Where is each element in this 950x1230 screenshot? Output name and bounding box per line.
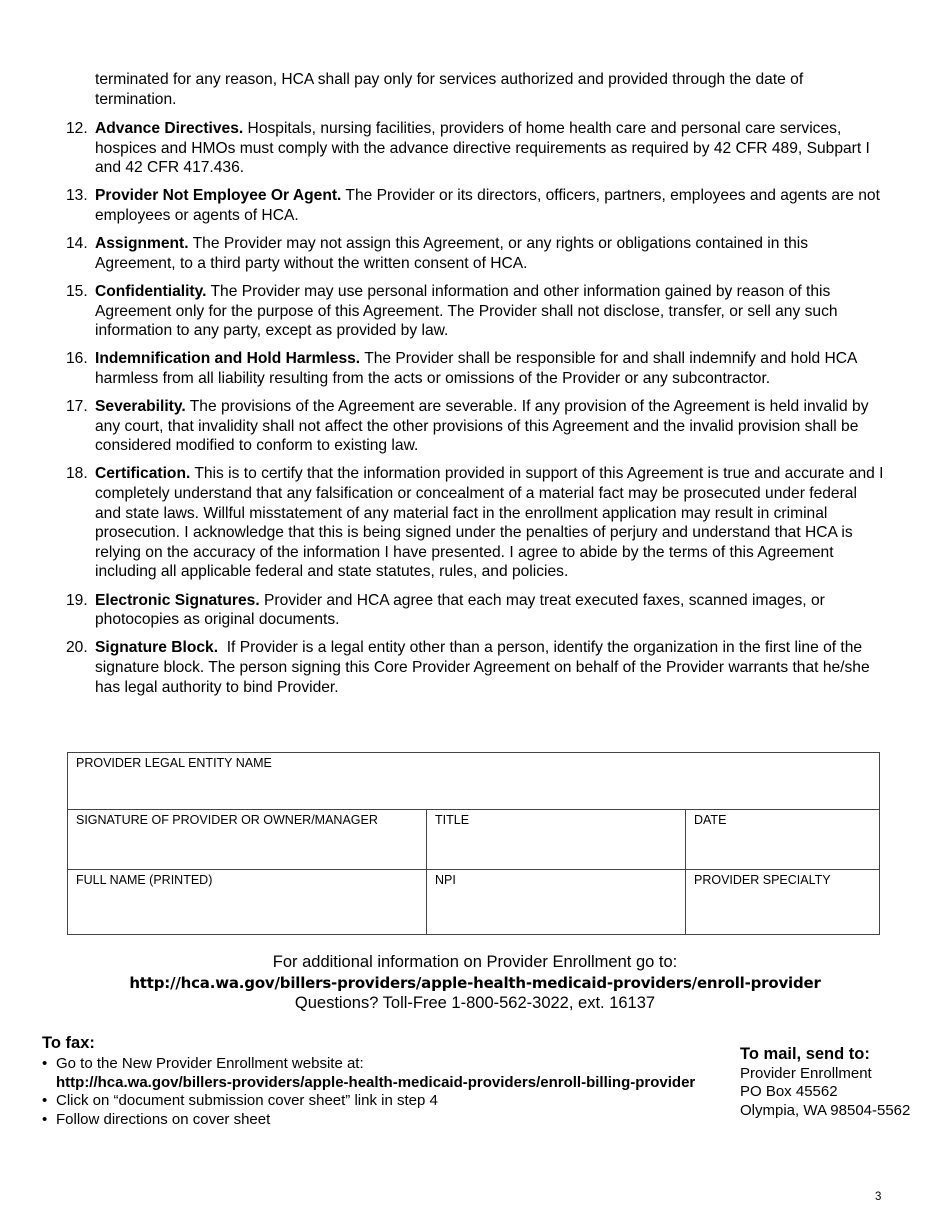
clause-number: 12.	[66, 120, 88, 137]
bullet-icon: •	[42, 1055, 48, 1072]
date-field[interactable]	[686, 810, 880, 870]
fax-step-text: Click on “document submission cover sheet” link in step 4	[56, 1092, 438, 1109]
clause-number: 16.	[66, 350, 88, 368]
clause-title: Assignment.	[95, 235, 189, 253]
clause-title: Certification.	[95, 465, 191, 483]
clause-number: 20.	[66, 639, 88, 657]
bullet-icon: •	[42, 1092, 48, 1109]
clause-text: Hospitals, nursing facilities, providers of home health care and personal care services, hospices and HMOs must comply with the advance directive requirements as required by 42 CFR 489, Subpart I and 42 CFR 417.436.	[95, 120, 870, 177]
fax-step-text: Follow directions on cover sheet	[56, 1110, 271, 1128]
info-text: For additional information on Provider Enrollment go to:	[272, 953, 678, 971]
clause-20	[66, 638, 885, 697]
clause-title: Confidentiality.	[95, 282, 207, 300]
clause-13	[66, 186, 885, 225]
clause-number: 17.	[66, 398, 88, 416]
field-label: DATE	[694, 813, 727, 827]
field-label: PROVIDER SPECIALTY	[694, 873, 831, 887]
fax-step-1	[42, 1055, 742, 1092]
clause-title: Advance Directives.	[95, 120, 244, 137]
clause-text: The Provider may not assign this Agreement, or any rights or obligations contained in this Agreement, to a third party without the written consent of HCA.	[95, 235, 809, 272]
clause-text: The provisions of the Agreement are severable. If any provision of the Agreement is held invalid by any court, that invalidity shall not affect the other provisions of this Agreement and the invalid provision shall be considered modified to conform to existing law.	[95, 398, 869, 455]
clause-text: The Provider or its directors, officers, partners, employees and agents are not employees or agents of HCA.	[95, 187, 880, 224]
clause-number: 14.	[66, 235, 88, 253]
fax-heading: To fax:	[42, 1034, 95, 1052]
clause-text: If Provider is a legal entity other than a person, identify the organization in the first line of the signature block. The person signing this Core Provider Agreement on behalf of the Provider warrants that he/she has legal authority to bind Provider.	[95, 639, 874, 696]
clause-number: 15.	[66, 282, 88, 300]
clause-text: This is to certify that the information provided in support of this Agreement is true and accurate and I completely understand that any falsification or concealment of a material fact may be prosecuted under federal and state laws. Willful misstatement of any material fact in the enrollment application may result in criminal prosecution. I acknowledge that this is being signed under the penalties of perjury and understand that HCA is relying on the accuracy of the information I have presented. I agree to abide by the terms of this Agreement including all applicable federal and state statutes, rules, and policies.	[95, 465, 884, 581]
signature-block-table	[67, 752, 880, 935]
field-label: PROVIDER LEGAL ENTITY NAME	[76, 756, 272, 770]
fax-step-3	[42, 1111, 742, 1130]
clause-title: Indemnification and Hold Harmless.	[95, 350, 361, 368]
clause-12	[66, 119, 885, 178]
field-label: FULL NAME (PRINTED)	[76, 873, 213, 887]
full-name-field[interactable]	[68, 870, 427, 935]
bullet-icon: •	[42, 1110, 48, 1128]
provider-specialty-field[interactable]	[686, 870, 880, 935]
mail-line-2: PO Box 45562	[740, 1083, 838, 1100]
clause-17	[66, 397, 885, 456]
enroll-billing-provider-link[interactable]: http://hca.wa.gov/billers-providers/apple-health-medicaid-providers/enroll-billing-provider	[56, 1073, 696, 1091]
questions-phone-text: Questions? Toll-Free 1-800-562-3022, ext. 16137	[294, 994, 656, 1012]
fax-instructions	[42, 1055, 742, 1129]
agreement-clauses	[66, 119, 885, 706]
clause-title: Severability.	[95, 398, 186, 416]
clause-number: 19.	[66, 591, 88, 609]
clause-16	[66, 349, 885, 388]
clause-text: Provider and HCA agree that each may treat executed faxes, scanned images, or photocopies as original documents.	[95, 591, 825, 629]
clause-text: The Provider shall be responsible for and shall indemnify and hold HCA harmless from all liability resulting from the acts or omissions of the Provider or any subcontractor.	[95, 350, 857, 387]
mail-address-block	[740, 1045, 910, 1120]
mail-line-1: Provider Enrollment	[740, 1064, 872, 1082]
clause-19	[66, 591, 885, 630]
field-label: NPI	[435, 873, 456, 887]
clause-number: 13.	[66, 187, 88, 205]
clause-15	[66, 282, 885, 341]
page-number: 3	[875, 1191, 882, 1203]
field-label: SIGNATURE OF PROVIDER OR OWNER/MANAGER	[76, 813, 378, 827]
provider-legal-entity-name-field[interactable]	[68, 753, 880, 810]
npi-field[interactable]	[427, 870, 686, 935]
clause-title: Electronic Signatures.	[95, 591, 260, 609]
clause-14	[66, 234, 885, 273]
fax-step-text: Go to the New Provider Enrollment website at:	[56, 1055, 364, 1072]
clause-18	[66, 464, 885, 582]
clause-text: The Provider may use personal information and other information gained by reason of this Agreement only for the purpose of this Agreement. The Provider shall not disclose, transfer, or sell any such information to any party, except as provided by law.	[95, 282, 838, 340]
mail-line-3: Olympia, WA 98504-5562	[740, 1101, 911, 1119]
title-field[interactable]	[427, 810, 686, 870]
clause-title: Provider Not Employee Or Agent.	[95, 187, 342, 205]
signature-field[interactable]	[68, 810, 427, 870]
mail-heading: To mail, send to:	[740, 1045, 870, 1063]
continuation-paragraph: terminated for any reason, HCA shall pay only for services authorized and provided through the date of termination.	[95, 71, 804, 108]
clause-title: Signature Block.	[95, 639, 219, 657]
enroll-provider-link[interactable]: http://hca.wa.gov/billers-providers/apple-health-medicaid-providers/enroll-provider	[129, 974, 821, 992]
field-label: TITLE	[435, 813, 470, 827]
clause-number: 18.	[66, 465, 88, 483]
fax-step-2	[42, 1092, 742, 1111]
